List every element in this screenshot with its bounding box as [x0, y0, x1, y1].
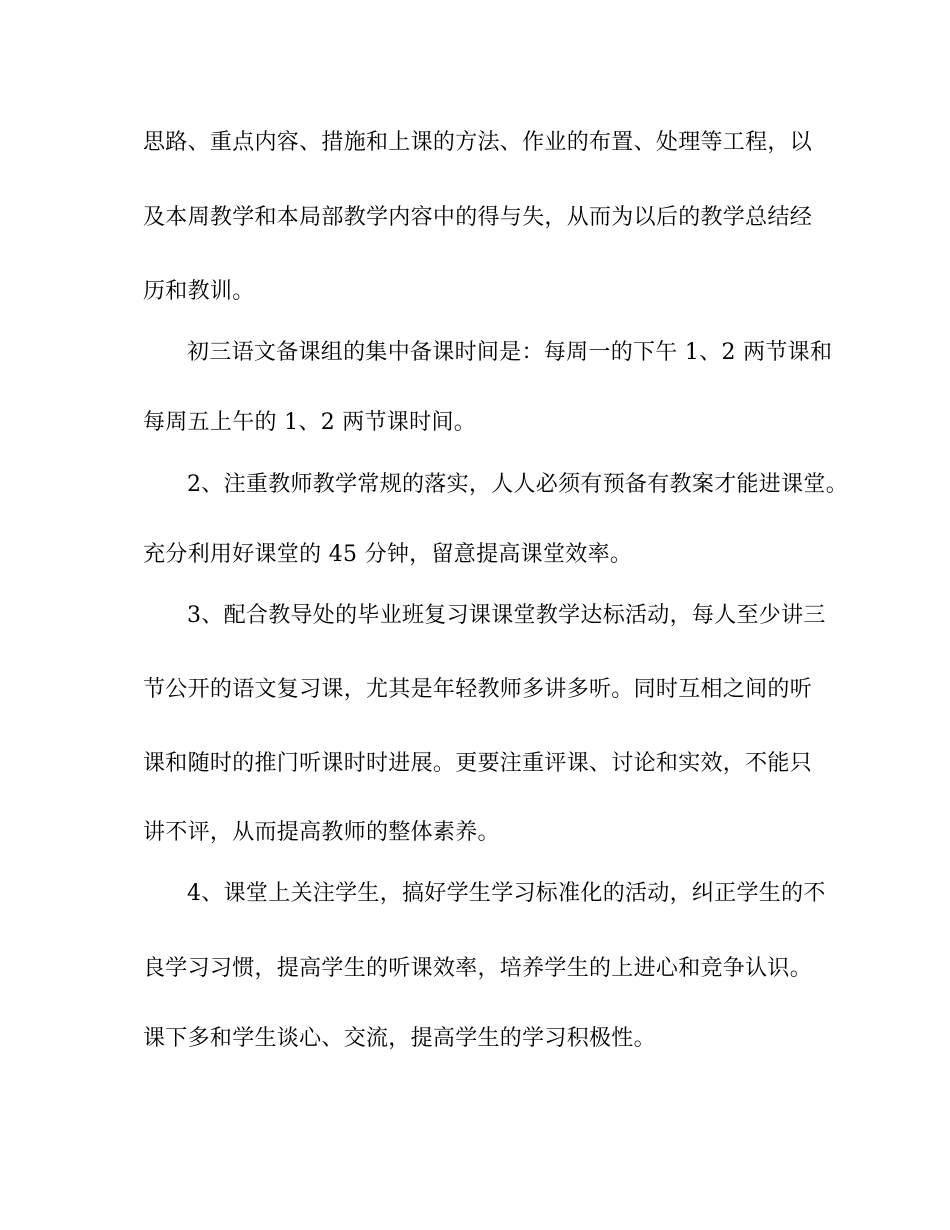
paragraph-first-line: 2、注重教师教学常规的落实，人人必须有预备有教案才能进课堂。: [187, 472, 848, 497]
text-line: 历和教训。: [143, 279, 255, 304]
text-line: 及本周教学和本局部教学内容中的得与失，从而为以后的教学总结经: [143, 205, 813, 230]
text-line: 充分利用好课堂的 45 分钟，留意提高课堂效率。: [143, 542, 633, 567]
paragraph-first-line: 3、配合教导处的毕业班复习课课堂教学达标活动，每人至少讲三: [187, 603, 826, 628]
text-line: 每周五上午的 1、2 两节课时间。: [143, 410, 477, 435]
text-line: 讲不评，从而提高教师的整体素养。: [143, 820, 500, 845]
text-line: 节公开的语文复习课，尤其是年轻教师多讲多听。同时互相之间的听: [143, 677, 813, 702]
text-line: 思路、重点内容、措施和上课的方法、作业的布置、处理等工程，以: [143, 130, 813, 155]
text-line: 课和随时的推门听课时时进展。更要注重评课、讨论和实效，不能只: [143, 751, 813, 776]
paragraph-first-line: 4、课堂上关注学生，搞好学生学习标准化的活动，纠正学生的不: [187, 881, 826, 906]
text-line: 课下多和学生谈心、交流，提高学生的学习积极性。: [143, 1026, 656, 1051]
text-line: 良学习习惯，提高学生的听课效率，培养学生的上进心和竞争认识。: [143, 956, 813, 981]
paragraph-first-line: 初三语文备课组的集中备课时间是：每周一的下午 1、2 两节课和: [187, 340, 833, 365]
